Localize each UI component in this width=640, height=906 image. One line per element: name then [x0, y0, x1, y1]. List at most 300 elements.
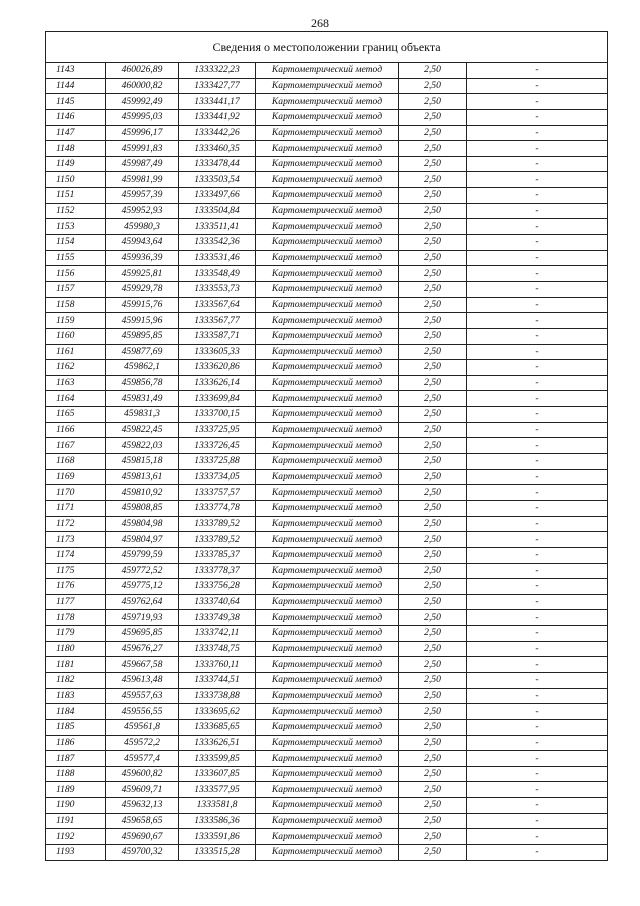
precision-cell: 2,50	[399, 454, 467, 470]
point-number: 1187	[46, 751, 106, 767]
method-cell: Картометрический метод	[256, 485, 399, 501]
precision-cell: 2,50	[399, 156, 467, 172]
method-cell: Картометрический метод	[256, 125, 399, 141]
method-cell: Картометрический метод	[256, 563, 399, 579]
x-coordinate: 459862,1	[106, 360, 179, 376]
point-number: 1171	[46, 500, 106, 516]
precision-cell: 2,50	[399, 375, 467, 391]
y-coordinate: 1333725,95	[179, 422, 256, 438]
y-coordinate: 1333757,57	[179, 485, 256, 501]
precision-cell: 2,50	[399, 798, 467, 814]
table-row	[46, 454, 607, 470]
precision-cell: 2,50	[399, 281, 467, 297]
table-row	[46, 125, 607, 141]
description-cell: -	[467, 391, 608, 407]
table-row	[46, 422, 607, 438]
y-coordinate: 1333441,92	[179, 109, 256, 125]
description-cell: -	[467, 751, 608, 767]
x-coordinate: 459600,82	[106, 766, 179, 782]
x-coordinate: 459762,64	[106, 594, 179, 610]
point-number: 1153	[46, 219, 106, 235]
y-coordinate: 1333591,86	[179, 829, 256, 845]
x-coordinate: 459952,93	[106, 203, 179, 219]
x-coordinate: 459808,85	[106, 500, 179, 516]
x-coordinate: 459856,78	[106, 375, 179, 391]
description-cell: -	[467, 313, 608, 329]
point-number: 1149	[46, 156, 106, 172]
x-coordinate: 459658,65	[106, 813, 179, 829]
method-cell: Картометрический метод	[256, 313, 399, 329]
table-row	[46, 188, 607, 204]
precision-cell: 2,50	[399, 109, 467, 125]
x-coordinate: 460026,89	[106, 63, 179, 78]
method-cell: Картометрический метод	[256, 219, 399, 235]
table-row	[46, 219, 607, 235]
precision-cell: 2,50	[399, 813, 467, 829]
description-cell: -	[467, 407, 608, 423]
precision-cell: 2,50	[399, 438, 467, 454]
method-cell: Картометрический метод	[256, 141, 399, 157]
table-row	[46, 563, 607, 579]
y-coordinate: 1333789,52	[179, 532, 256, 548]
precision-cell: 2,50	[399, 94, 467, 110]
x-coordinate: 459915,76	[106, 297, 179, 313]
x-coordinate: 459799,59	[106, 547, 179, 563]
method-cell: Картометрический метод	[256, 344, 399, 360]
table-row	[46, 156, 607, 172]
description-cell: -	[467, 219, 608, 235]
x-coordinate: 459991,83	[106, 141, 179, 157]
description-cell: -	[467, 813, 608, 829]
precision-cell: 2,50	[399, 532, 467, 548]
method-cell: Картометрический метод	[256, 454, 399, 470]
point-number: 1182	[46, 672, 106, 688]
precision-cell: 2,50	[399, 78, 467, 94]
description-cell: -	[467, 469, 608, 485]
point-number: 1168	[46, 454, 106, 470]
precision-cell: 2,50	[399, 407, 467, 423]
precision-cell: 2,50	[399, 719, 467, 735]
table-row	[46, 94, 607, 110]
precision-cell: 2,50	[399, 704, 467, 720]
point-number: 1160	[46, 328, 106, 344]
table-row	[46, 344, 607, 360]
point-number: 1165	[46, 407, 106, 423]
table-row	[46, 360, 607, 376]
y-coordinate: 1333620,86	[179, 360, 256, 376]
precision-cell: 2,50	[399, 845, 467, 860]
description-cell: -	[467, 172, 608, 188]
method-cell: Картометрический метод	[256, 375, 399, 391]
precision-cell: 2,50	[399, 829, 467, 845]
table-row	[46, 657, 607, 673]
description-cell: -	[467, 579, 608, 595]
x-coordinate: 459572,2	[106, 735, 179, 751]
point-number: 1146	[46, 109, 106, 125]
description-cell: -	[467, 297, 608, 313]
table-row	[46, 626, 607, 642]
x-coordinate: 459775,12	[106, 579, 179, 595]
point-number: 1186	[46, 735, 106, 751]
table-row	[46, 641, 607, 657]
description-cell: -	[467, 235, 608, 251]
y-coordinate: 1333503,54	[179, 172, 256, 188]
description-cell: -	[467, 375, 608, 391]
precision-cell: 2,50	[399, 751, 467, 767]
x-coordinate: 459895,85	[106, 328, 179, 344]
description-cell: -	[467, 360, 608, 376]
y-coordinate: 1333586,36	[179, 813, 256, 829]
table-row	[46, 109, 607, 125]
method-cell: Картометрический метод	[256, 297, 399, 313]
coordinates-table-body	[46, 63, 607, 860]
x-coordinate: 459995,03	[106, 109, 179, 125]
x-coordinate: 459676,27	[106, 641, 179, 657]
description-cell: -	[467, 516, 608, 532]
method-cell: Картометрический метод	[256, 266, 399, 282]
description-cell: -	[467, 547, 608, 563]
method-cell: Картометрический метод	[256, 78, 399, 94]
point-number: 1170	[46, 485, 106, 501]
y-coordinate: 1333744,51	[179, 672, 256, 688]
method-cell: Картометрический метод	[256, 547, 399, 563]
y-coordinate: 1333511,41	[179, 219, 256, 235]
table-row	[46, 672, 607, 688]
y-coordinate: 1333626,14	[179, 375, 256, 391]
x-coordinate: 459822,03	[106, 438, 179, 454]
table-row	[46, 438, 607, 454]
y-coordinate: 1333749,38	[179, 610, 256, 626]
description-cell: -	[467, 188, 608, 204]
y-coordinate: 1333738,88	[179, 688, 256, 704]
x-coordinate: 459992,49	[106, 94, 179, 110]
table-row	[46, 704, 607, 720]
description-cell: -	[467, 281, 608, 297]
x-coordinate: 459980,3	[106, 219, 179, 235]
point-number: 1180	[46, 641, 106, 657]
y-coordinate: 1333567,77	[179, 313, 256, 329]
point-number: 1157	[46, 281, 106, 297]
precision-cell: 2,50	[399, 219, 467, 235]
method-cell: Картометрический метод	[256, 109, 399, 125]
table-row	[46, 547, 607, 563]
point-number: 1152	[46, 203, 106, 219]
point-number: 1169	[46, 469, 106, 485]
y-coordinate: 1333607,85	[179, 766, 256, 782]
y-coordinate: 1333427,77	[179, 78, 256, 94]
method-cell: Картометрический метод	[256, 579, 399, 595]
point-number: 1163	[46, 375, 106, 391]
table-row	[46, 829, 607, 845]
x-coordinate: 459804,97	[106, 532, 179, 548]
y-coordinate: 1333581,8	[179, 798, 256, 814]
precision-cell: 2,50	[399, 563, 467, 579]
table-row	[46, 469, 607, 485]
description-cell: -	[467, 532, 608, 548]
table-row	[46, 313, 607, 329]
table-row	[46, 172, 607, 188]
method-cell: Картометрический метод	[256, 94, 399, 110]
table-row	[46, 735, 607, 751]
point-number: 1193	[46, 845, 106, 860]
point-number: 1177	[46, 594, 106, 610]
table-row	[46, 391, 607, 407]
method-cell: Картометрический метод	[256, 172, 399, 188]
x-coordinate: 459929,78	[106, 281, 179, 297]
point-number: 1184	[46, 704, 106, 720]
x-coordinate: 459609,71	[106, 782, 179, 798]
y-coordinate: 1333548,49	[179, 266, 256, 282]
description-cell: -	[467, 500, 608, 516]
description-cell: -	[467, 610, 608, 626]
precision-cell: 2,50	[399, 610, 467, 626]
method-cell: Картометрический метод	[256, 594, 399, 610]
method-cell: Картометрический метод	[256, 156, 399, 172]
table-row	[46, 281, 607, 297]
x-coordinate: 459810,92	[106, 485, 179, 501]
method-cell: Картометрический метод	[256, 688, 399, 704]
method-cell: Картометрический метод	[256, 422, 399, 438]
description-cell: -	[467, 266, 608, 282]
point-number: 1188	[46, 766, 106, 782]
precision-cell: 2,50	[399, 782, 467, 798]
table-row	[46, 688, 607, 704]
x-coordinate: 459813,61	[106, 469, 179, 485]
table-row	[46, 719, 607, 735]
precision-cell: 2,50	[399, 547, 467, 563]
precision-cell: 2,50	[399, 235, 467, 251]
method-cell: Картометрический метод	[256, 735, 399, 751]
y-coordinate: 1333778,37	[179, 563, 256, 579]
y-coordinate: 1333497,66	[179, 188, 256, 204]
point-number: 1185	[46, 719, 106, 735]
table-row	[46, 78, 607, 94]
precision-cell: 2,50	[399, 672, 467, 688]
precision-cell: 2,50	[399, 469, 467, 485]
point-number: 1143	[46, 63, 106, 78]
precision-cell: 2,50	[399, 688, 467, 704]
table-row	[46, 766, 607, 782]
description-cell: -	[467, 641, 608, 657]
table-row	[46, 845, 607, 860]
description-cell: -	[467, 798, 608, 814]
y-coordinate: 1333442,26	[179, 125, 256, 141]
point-number: 1148	[46, 141, 106, 157]
description-cell: -	[467, 829, 608, 845]
description-cell: -	[467, 125, 608, 141]
y-coordinate: 1333774,78	[179, 500, 256, 516]
method-cell: Картометрический метод	[256, 391, 399, 407]
description-cell: -	[467, 438, 608, 454]
description-cell: -	[467, 203, 608, 219]
method-cell: Картометрический метод	[256, 719, 399, 735]
precision-cell: 2,50	[399, 594, 467, 610]
x-coordinate: 459632,13	[106, 798, 179, 814]
table-row	[46, 579, 607, 595]
y-coordinate: 1333742,11	[179, 626, 256, 642]
point-number: 1151	[46, 188, 106, 204]
table-row	[46, 594, 607, 610]
x-coordinate: 459556,55	[106, 704, 179, 720]
point-number: 1159	[46, 313, 106, 329]
y-coordinate: 1333605,33	[179, 344, 256, 360]
table-row	[46, 813, 607, 829]
method-cell: Картометрический метод	[256, 407, 399, 423]
method-cell: Картометрический метод	[256, 250, 399, 266]
precision-cell: 2,50	[399, 203, 467, 219]
description-cell: -	[467, 672, 608, 688]
precision-cell: 2,50	[399, 172, 467, 188]
y-coordinate: 1333515,28	[179, 845, 256, 860]
point-number: 1144	[46, 78, 106, 94]
x-coordinate: 459613,48	[106, 672, 179, 688]
description-cell: -	[467, 657, 608, 673]
x-coordinate: 459700,32	[106, 845, 179, 860]
y-coordinate: 1333577,95	[179, 782, 256, 798]
x-coordinate: 459557,63	[106, 688, 179, 704]
point-number: 1191	[46, 813, 106, 829]
point-number: 1155	[46, 250, 106, 266]
x-coordinate: 459957,39	[106, 188, 179, 204]
table-row	[46, 328, 607, 344]
y-coordinate: 1333478,44	[179, 156, 256, 172]
method-cell: Картометрический метод	[256, 657, 399, 673]
point-number: 1145	[46, 94, 106, 110]
y-coordinate: 1333531,46	[179, 250, 256, 266]
x-coordinate: 459822,45	[106, 422, 179, 438]
x-coordinate: 460000,82	[106, 78, 179, 94]
description-cell: -	[467, 719, 608, 735]
y-coordinate: 1333567,64	[179, 297, 256, 313]
method-cell: Картометрический метод	[256, 626, 399, 642]
point-number: 1154	[46, 235, 106, 251]
description-cell: -	[467, 156, 608, 172]
precision-cell: 2,50	[399, 297, 467, 313]
description-cell: -	[467, 78, 608, 94]
table-row	[46, 782, 607, 798]
table-row	[46, 297, 607, 313]
description-cell: -	[467, 766, 608, 782]
precision-cell: 2,50	[399, 63, 467, 78]
y-coordinate: 1333685,65	[179, 719, 256, 735]
description-cell: -	[467, 626, 608, 642]
precision-cell: 2,50	[399, 500, 467, 516]
y-coordinate: 1333441,17	[179, 94, 256, 110]
y-coordinate: 1333789,52	[179, 516, 256, 532]
table-row	[46, 375, 607, 391]
description-cell: -	[467, 845, 608, 860]
description-cell: -	[467, 250, 608, 266]
y-coordinate: 1333553,73	[179, 281, 256, 297]
point-number: 1192	[46, 829, 106, 845]
table-row	[46, 141, 607, 157]
table-row	[46, 250, 607, 266]
description-cell: -	[467, 422, 608, 438]
precision-cell: 2,50	[399, 641, 467, 657]
x-coordinate: 459667,58	[106, 657, 179, 673]
y-coordinate: 1333599,85	[179, 751, 256, 767]
method-cell: Картометрический метод	[256, 281, 399, 297]
y-coordinate: 1333699,84	[179, 391, 256, 407]
point-number: 1179	[46, 626, 106, 642]
point-number: 1183	[46, 688, 106, 704]
precision-cell: 2,50	[399, 344, 467, 360]
precision-cell: 2,50	[399, 657, 467, 673]
description-cell: -	[467, 94, 608, 110]
table-row	[46, 407, 607, 423]
y-coordinate: 1333760,11	[179, 657, 256, 673]
description-cell: -	[467, 63, 608, 78]
method-cell: Картометрический метод	[256, 500, 399, 516]
method-cell: Картометрический метод	[256, 782, 399, 798]
point-number: 1178	[46, 610, 106, 626]
x-coordinate: 459925,81	[106, 266, 179, 282]
table-row	[46, 63, 607, 78]
point-number: 1164	[46, 391, 106, 407]
x-coordinate: 459561,8	[106, 719, 179, 735]
point-number: 1150	[46, 172, 106, 188]
point-number: 1189	[46, 782, 106, 798]
y-coordinate: 1333460,35	[179, 141, 256, 157]
y-coordinate: 1333700,15	[179, 407, 256, 423]
precision-cell: 2,50	[399, 735, 467, 751]
precision-cell: 2,50	[399, 125, 467, 141]
table-row	[46, 516, 607, 532]
table-title: Сведения о местоположении границ объекта	[46, 32, 607, 63]
table-row	[46, 610, 607, 626]
method-cell: Картометрический метод	[256, 610, 399, 626]
precision-cell: 2,50	[399, 579, 467, 595]
y-coordinate: 1333504,84	[179, 203, 256, 219]
method-cell: Картометрический метод	[256, 641, 399, 657]
point-number: 1190	[46, 798, 106, 814]
point-number: 1173	[46, 532, 106, 548]
point-number: 1181	[46, 657, 106, 673]
precision-cell: 2,50	[399, 391, 467, 407]
point-number: 1147	[46, 125, 106, 141]
method-cell: Картометрический метод	[256, 328, 399, 344]
description-cell: -	[467, 328, 608, 344]
point-number: 1162	[46, 360, 106, 376]
point-number: 1175	[46, 563, 106, 579]
x-coordinate: 459577,4	[106, 751, 179, 767]
page-number: 268	[311, 16, 329, 30]
y-coordinate: 1333726,45	[179, 438, 256, 454]
description-cell: -	[467, 344, 608, 360]
method-cell: Картометрический метод	[256, 766, 399, 782]
x-coordinate: 459987,49	[106, 156, 179, 172]
precision-cell: 2,50	[399, 266, 467, 282]
y-coordinate: 1333785,37	[179, 547, 256, 563]
point-number: 1158	[46, 297, 106, 313]
precision-cell: 2,50	[399, 328, 467, 344]
y-coordinate: 1333734,05	[179, 469, 256, 485]
description-cell: -	[467, 704, 608, 720]
x-coordinate: 459831,49	[106, 391, 179, 407]
x-coordinate: 459772,52	[106, 563, 179, 579]
precision-cell: 2,50	[399, 313, 467, 329]
description-cell: -	[467, 563, 608, 579]
method-cell: Картометрический метод	[256, 469, 399, 485]
point-number: 1166	[46, 422, 106, 438]
table-row	[46, 203, 607, 219]
y-coordinate: 1333748,75	[179, 641, 256, 657]
description-cell: -	[467, 485, 608, 501]
point-number: 1174	[46, 547, 106, 563]
method-cell: Картометрический метод	[256, 845, 399, 860]
table-row	[46, 266, 607, 282]
y-coordinate: 1333740,64	[179, 594, 256, 610]
